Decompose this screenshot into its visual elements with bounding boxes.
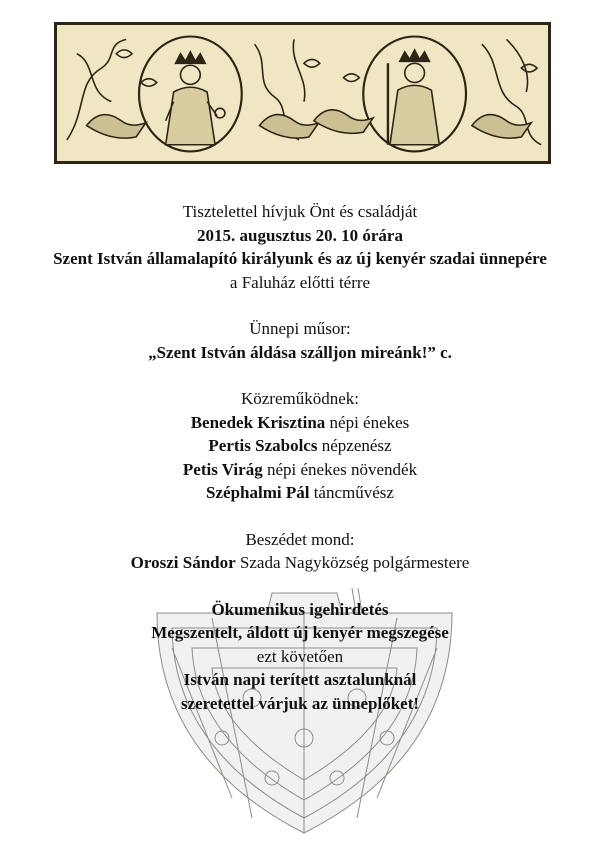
- performers-heading: Közreműködnek:: [240, 389, 360, 408]
- invitation-text: [0, 200, 600, 715]
- event-place: a Faluház előtti térre: [229, 272, 371, 292]
- performer-item: [0, 481, 600, 505]
- performer-name: Széphalmi Pál: [206, 483, 310, 502]
- performer-role: népzenész: [317, 436, 392, 455]
- ecumenical-service: Ökumenikus igehirdetés: [211, 599, 389, 619]
- speech-heading: Beszédet mond:: [245, 529, 355, 549]
- performer-role: táncművész: [309, 483, 394, 502]
- event-title: Szent István államalapító királyunk és az új kenyér szadai ünnepére: [53, 249, 547, 268]
- performer-item: [0, 458, 600, 482]
- speaker-line: [0, 551, 600, 575]
- speaker-name: Oroszi Sándor: [130, 553, 236, 572]
- afterwards-text: ezt követően: [256, 646, 344, 666]
- performer-item: [0, 434, 600, 458]
- performer-name: Pertis Szabolcs: [208, 436, 318, 455]
- performer-name: Petis Virág: [182, 459, 263, 479]
- bread-blessing: Megszentelt, áldott új kenyér megszegése: [151, 623, 449, 642]
- performer-item: [0, 411, 600, 435]
- program-title: „Szent István áldása szálljon mireánk!” c.: [148, 342, 452, 362]
- invitation-greeting: Tisztelettel hívjuk Önt és családját: [182, 202, 418, 221]
- royal-figures-illustration: [57, 25, 548, 161]
- program-heading: Ünnepi műsor:: [249, 319, 351, 338]
- engraving-banner: [54, 22, 551, 164]
- performer-name: Benedek Krisztina: [190, 412, 326, 432]
- welcome-text: szeretettel várjuk az ünneplőket!: [180, 693, 420, 713]
- event-date: 2015. augusztus 20. 10 órára: [197, 225, 403, 245]
- performer-role: népi énekes növendék: [262, 459, 418, 479]
- performer-role: népi énekes: [325, 412, 410, 432]
- speaker-role: Szada Nagyközség polgármestere: [235, 553, 470, 572]
- feast-table-text: István napi terített asztalunknál: [183, 670, 417, 689]
